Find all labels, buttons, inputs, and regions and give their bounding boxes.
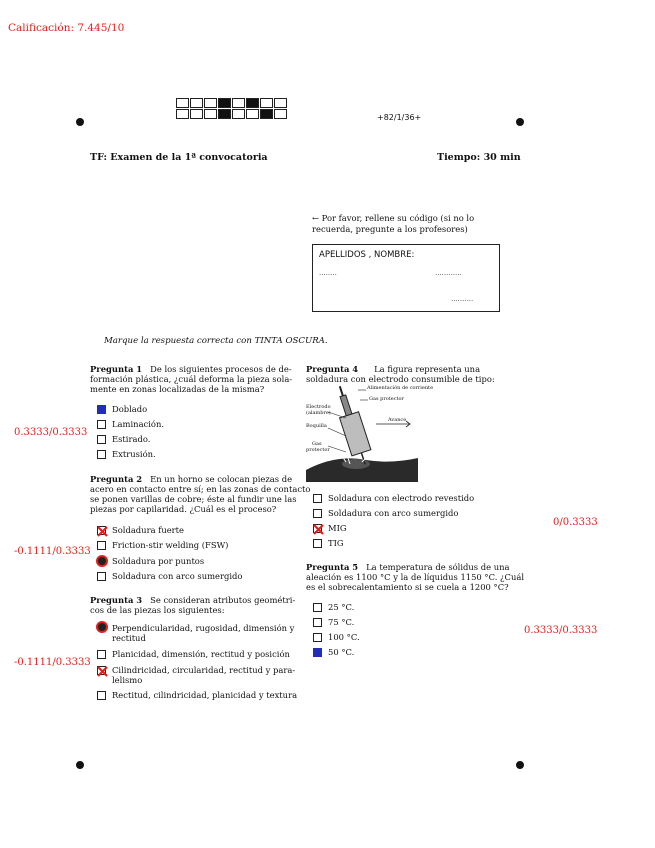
q5-option-label: 50 °C. [328, 647, 355, 657]
figure-label-feed: Alimentación de corriente [367, 385, 434, 391]
q4-option-checkbox[interactable] [313, 509, 322, 518]
q4-option-label: MIG [328, 523, 347, 533]
q4-line2: soldadura con electrodo consumible de tipo: [306, 374, 495, 384]
q4-option-checkbox[interactable] [313, 524, 322, 533]
exam-code: +82/1/36+ [377, 113, 422, 122]
q5-option-checkbox[interactable] [313, 633, 322, 642]
q1-option-checkbox[interactable] [97, 420, 106, 429]
q1-line2: formación plástica, ¿cuál deforma la pieza sola- [90, 374, 293, 384]
registration-dot-top-right [516, 118, 524, 126]
q5-option-checkbox[interactable] [313, 603, 322, 612]
q5-option-checkbox[interactable] [313, 618, 322, 627]
q4-option-checkbox[interactable] [313, 539, 322, 548]
figure-label-advance: Avance [388, 417, 407, 423]
instruction-text: Marque la respuesta correcta con TINTA OSCURA. [104, 336, 328, 346]
q2-option-circled-mark[interactable] [96, 555, 108, 567]
x-mark-icon [96, 525, 109, 538]
figure-label-nozzle: Boquilla [306, 423, 327, 429]
q5-line3: es el sobrecalentamiento si se cuela a 1200 °C? [306, 582, 509, 592]
score-q1: 0.3333/0.3333 [14, 427, 88, 438]
name-box-dots: ............ [435, 269, 462, 277]
registration-dot-top-left [76, 118, 84, 126]
q3-line2: cos de las piezas los siguientes: [90, 605, 225, 615]
q4-option-label: Soldadura con electrodo revestido [328, 493, 475, 503]
name-box-label: APELLIDOS , NOMBRE: [319, 250, 415, 260]
score-q2: -0.1111/0.3333 [14, 546, 91, 557]
q5-line1: Pregunta 5 La temperatura de sólidus de una [306, 562, 510, 572]
q2-option-checkbox[interactable] [97, 526, 106, 535]
exam-title: TF: Examen de la 1ª convocatoria [90, 152, 268, 163]
q3-option-checkbox[interactable] [97, 666, 106, 675]
q2-option-label: Friction-stir welding (FSW) [112, 540, 229, 550]
q5-option-checkbox[interactable] [313, 648, 322, 657]
name-box-dots: ........ [319, 269, 337, 277]
q1-option-label: Laminación. [112, 419, 165, 429]
figure-label-protector: protector [306, 447, 330, 453]
q1-line3: mente en zonas localizadas de la misma? [90, 384, 265, 394]
q2-option-checkbox[interactable] [97, 572, 106, 581]
q4-option-checkbox[interactable] [313, 494, 322, 503]
q1-option-label: Estirado. [112, 434, 151, 444]
q4-option-label: TIG [328, 538, 344, 548]
score-q4: 0/0.3333 [553, 517, 598, 528]
q2-option-checkbox[interactable] [97, 541, 106, 550]
q2-line1: Pregunta 2 En un horno se colocan piezas de [90, 474, 293, 484]
q5-option-label: 25 °C. [328, 602, 355, 612]
q1-option-label: Doblado [112, 404, 148, 414]
q3-option-label-cont: lelismo [112, 675, 143, 685]
x-mark-icon [312, 523, 325, 536]
q2-option-label: Soldadura fuerte [112, 525, 185, 535]
q1-option-checkbox[interactable] [97, 435, 106, 444]
q4-option-label: Soldadura con arco sumergido [328, 508, 459, 518]
q1-option-checkbox[interactable] [97, 405, 106, 414]
score-q3: -0.1111/0.3333 [14, 657, 91, 668]
name-box[interactable] [312, 244, 500, 312]
name-box-dots: .......... [451, 295, 474, 303]
q1-option-label: Extrusión. [112, 449, 156, 459]
q3-option-label: Cilindricidad, circularidad, rectitud y para- [112, 665, 296, 675]
code-request-line2: recuerda, pregunte a los profesores) [312, 224, 468, 234]
q5-line2: aleación es 1100 °C y la de líquidus 1150 °C. ¿Cuál [306, 572, 525, 582]
q3-line1: Pregunta 3 Se consideran atributos geométri- [90, 595, 296, 605]
q4-line1: Pregunta 4 La figura representa una [306, 364, 481, 374]
code-request-line1: ← Por favor, rellene su código (si no lo [312, 213, 475, 223]
q3-option-circled-mark[interactable] [96, 621, 108, 633]
score-q5: 0.3333/0.3333 [524, 625, 598, 636]
exam-time: Tiempo: 30 min [437, 152, 521, 163]
registration-dot-bottom-right [516, 761, 524, 769]
barcode [176, 98, 288, 120]
q5-option-label: 100 °C. [328, 632, 360, 642]
figure-label-gas2: Gas [312, 441, 322, 447]
q2-option-label: Soldadura por puntos [112, 556, 205, 566]
q3-option-checkbox[interactable] [97, 691, 106, 700]
grade-label: Calificación: 7.445/10 [8, 22, 125, 34]
q2-option-label: Soldadura con arco sumergido [112, 571, 243, 581]
registration-dot-bottom-left [76, 761, 84, 769]
figure-label-wire: (alambre) [306, 410, 331, 416]
q1-line1: Pregunta 1 De los siguientes procesos de de- [90, 364, 292, 374]
q1-option-checkbox[interactable] [97, 450, 106, 459]
q3-option-label: Planicidad, dimensión, rectitud y posición [112, 649, 290, 659]
q5-option-label: 75 °C. [328, 617, 355, 627]
q3-option-label: Perpendicularidad, rugosidad, dimensión y [112, 623, 295, 633]
q2-line2: acero en contacto entre sí; en las zonas de contacto [90, 484, 311, 494]
q2-line4: piezas por capilaridad. ¿Cuál es el proceso? [90, 504, 277, 514]
q3-option-label-cont: rectitud [112, 633, 146, 643]
q2-line3: se ponen varillas de cobre; éste al fundir une las [90, 494, 297, 504]
x-mark-icon [96, 665, 109, 678]
q3-option-label: Rectitud, cilindricidad, planicidad y textura [112, 690, 298, 700]
figure-label-gas: Gas protector [369, 396, 404, 402]
q3-option-checkbox[interactable] [97, 650, 106, 659]
figure-label-electrode: Electrodo [306, 404, 331, 410]
